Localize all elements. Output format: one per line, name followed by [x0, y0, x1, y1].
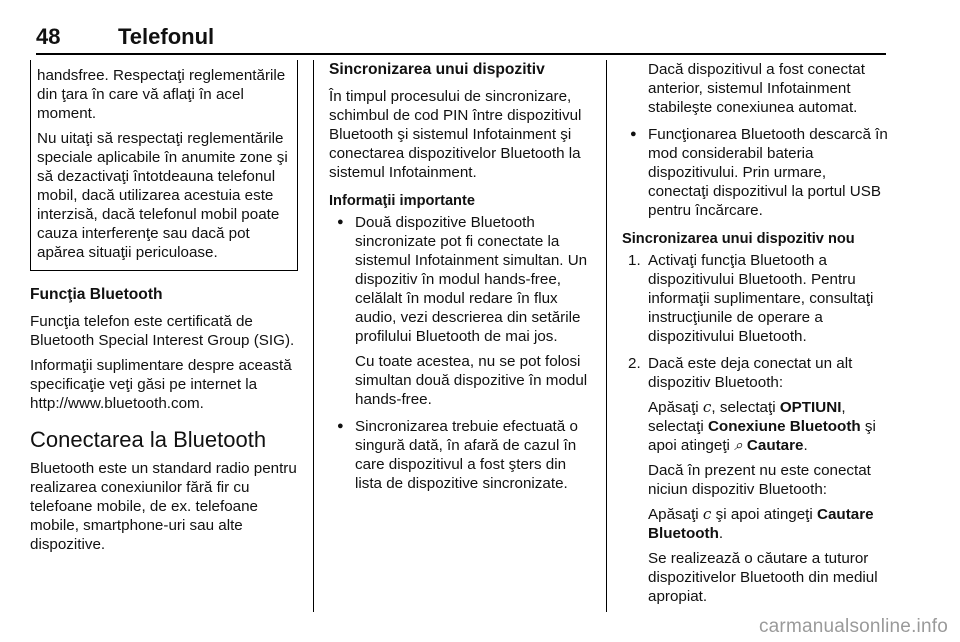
text-select-2: , selectaţi: [648, 399, 846, 435]
option-conexiune-bluetooth: Conexiune Bluetooth: [707, 418, 861, 435]
sync-paragraph: În timpul procesului de sincronizare, schimbul de cod PIN între dispozitivul Bluetooth şi sistemul Infotainment şi conectarea dispozitivelor Bluetooth la sistemul Infotainment.: [329, 88, 582, 181]
step-number: 1.: [628, 252, 641, 269]
header-rule: [36, 53, 886, 55]
list-item: [622, 354, 888, 606]
step-2-paragraph-3: Dacă în prezent nu este conectat niciun dispozitiv Bluetooth:: [648, 462, 871, 498]
option-cautare: Cautare: [746, 437, 804, 454]
step-2-paragraph-1: Dacă este deja conectat un alt dispozitiv Bluetooth:: [648, 355, 853, 391]
bullet-1-paragraph-1: ● Două dispozitive Bluetooth sincronizate pot fi conectate la sistemul Infotainment simultan. Un dispozitiv în modul hands-free, celălalt în modul redare în flux audio, vezi descrierea din setările profilului Bluetooth de mai jos.: [355, 214, 588, 345]
battery-note-list: [622, 125, 888, 220]
column-2: [329, 60, 591, 503]
text-and-touch: şi apoi atingeţi: [648, 418, 876, 454]
list-item: [622, 125, 888, 220]
column-divider-1: [313, 60, 314, 612]
steps-list: [622, 251, 888, 606]
connect-paragraph-1: Bluetooth este un standard radio pentru realizarea conexiunilor fără fir cu telefoane mobile, de ex. telefoane mobile, smartphone-uri sau alte dispozitive.: [30, 460, 297, 553]
bluetooth-paragraph-2: Informaţii suplimentare despre această specificaţie veţi găsi pe internet la http://www.bluetooth.com.: [30, 357, 292, 412]
column-1: [30, 60, 298, 560]
heading-connect-bluetooth: Conectarea la Bluetooth: [30, 427, 267, 452]
text-select: , selectaţi: [711, 399, 776, 416]
bluetooth-paragraph-1: Funcţia telefon este certificată de Bluetooth Special Interest Group (SIG).: [30, 313, 295, 349]
text-and-touch-2: şi apoi atingeţi: [715, 506, 813, 523]
watermark: carmanualsonline.info: [758, 616, 948, 637]
section-title: Telefonul: [118, 24, 215, 49]
step-2-paragraph-4: [648, 505, 888, 543]
list-item: [329, 213, 591, 409]
text-period: .: [803, 437, 808, 454]
step-number: 2.: [628, 355, 641, 372]
step-1-text: Activaţi funcţia Bluetooth a dispozitivului Bluetooth. Pentru informaţii suplimentare, consultaţi instrucţiunile de operare a dispozitivului Bluetooth.: [648, 252, 874, 345]
page-header: [36, 24, 886, 54]
option-cautare-bluetooth: Cautare Bluetooth: [648, 506, 874, 542]
heading-sync-new-device: Sincronizarea unui dispozitiv nou: [622, 231, 855, 247]
bullet-2-paragraph: ● Sincronizarea trebuie efectuată o singură dată, în afară de cazul în care dispozitivul a fost şters din lista de dispozitive sincronizate.: [355, 418, 578, 492]
list-item: [622, 251, 888, 346]
heading-sync-device: Sincronizarea unui dispozitiv: [329, 61, 545, 78]
bullet-3-paragraph: ● Funcţionarea Bluetooth descarcă în mod considerabil bateria dispozitivului. Prin urmare, conectaţi dispozitivul la portul USB pentru încărcare.: [648, 126, 888, 219]
text-press: Apăsaţi: [648, 399, 699, 416]
bullet-1-paragraph-2: Cu toate acestea, nu se pot folosi simultan două dispozitive în modul hands-free.: [355, 353, 588, 408]
text-period-2: .: [718, 525, 724, 542]
heading-important-info: Informaţii importante: [329, 193, 475, 209]
step-2-paragraph-5: Se realizează o căutare a tuturor dispozitivelor Bluetooth din mediul apropiat.: [648, 550, 878, 605]
step-2-paragraph-2: [648, 398, 888, 455]
note-box: [30, 60, 298, 271]
phone-icon: 𝑐: [702, 505, 712, 523]
search-icon: ⌕: [734, 436, 743, 454]
important-info-list: [329, 213, 591, 493]
note-paragraph-1: handsfree. Respectaţi reglementările din ţara în care vă aflaţi în acel moment.: [37, 67, 286, 122]
page-number: 48: [36, 24, 61, 49]
note-paragraph-2: Nu uitaţi să respectaţi reglementările speciale aplicabile în anumite zone şi să dezactivaţi întotdeauna telefonul mobil, dacă utilizarea acestuia este interzisă, dacă telefonul mobil poate cauza interferenţe sau dacă pot apărea situaţii periculoase.: [37, 130, 288, 261]
list-item: [329, 417, 591, 493]
text-press-2: Apăsaţi: [648, 506, 699, 523]
column-divider-2: [606, 60, 607, 612]
option-optiuni: OPTIUNI: [779, 399, 842, 416]
bullet-2-continuation: Dacă dispozitivul a fost conectat anterior, sistemul Infotainment stabileşte conexiunea automat.: [648, 61, 865, 116]
heading-bluetooth-function: Funcţia Bluetooth: [30, 286, 163, 303]
phone-icon: 𝑐: [702, 398, 712, 416]
column-3: [622, 60, 888, 614]
